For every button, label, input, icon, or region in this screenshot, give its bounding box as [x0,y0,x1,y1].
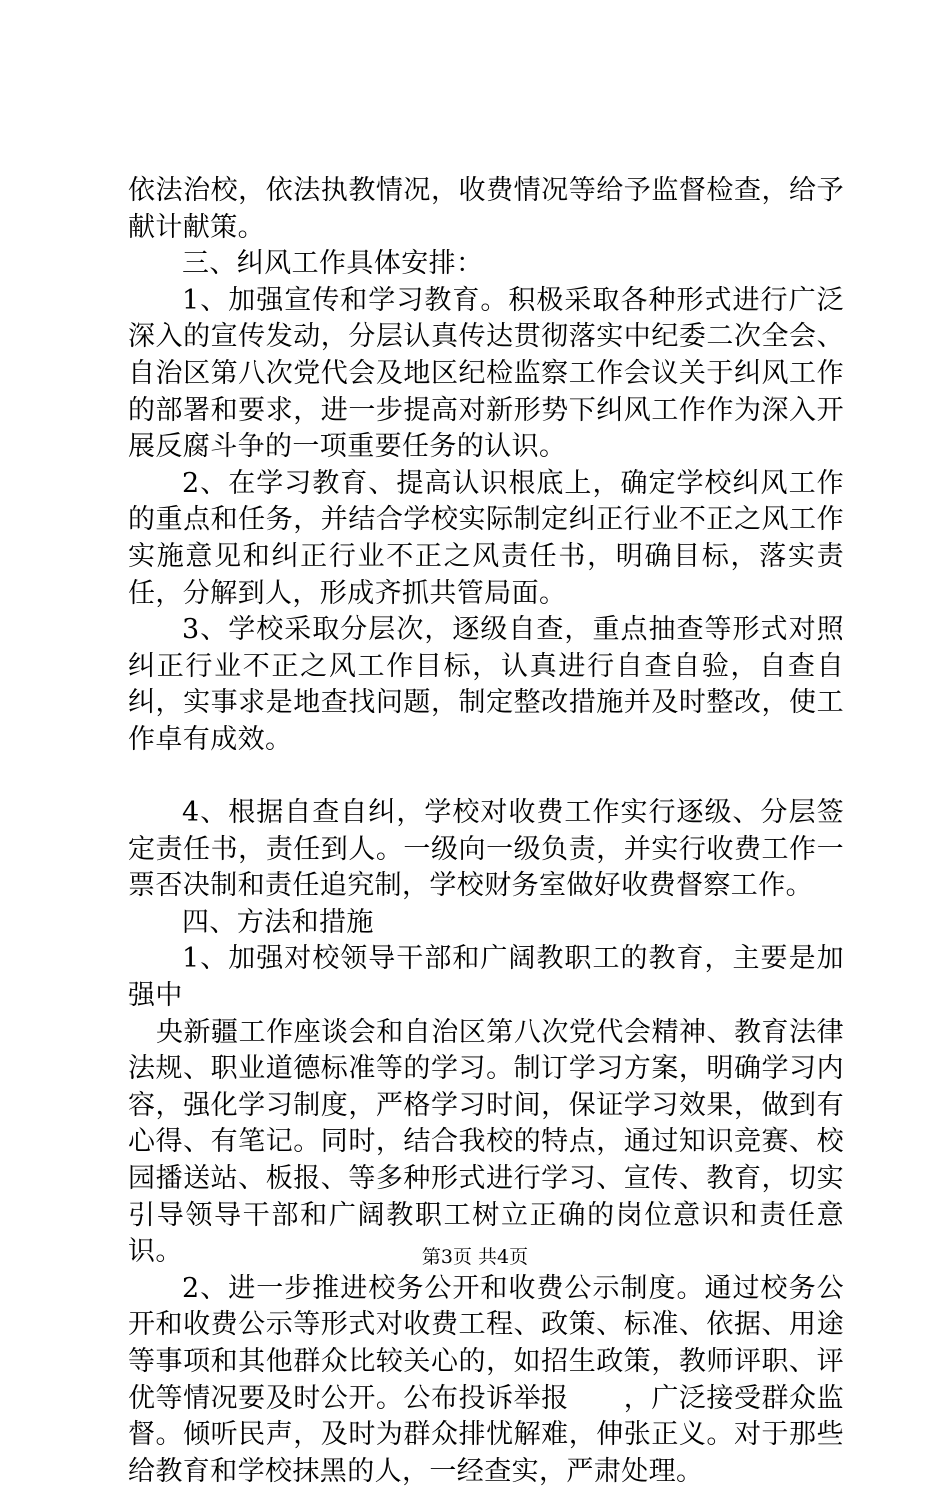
paragraph-3-1: 1、加强宣传和学习教育。积极采取各种形式进行广泛深入的宣传发动，分层认真传达贯彻落实中纪委二次全会、自治区第八次党代会及地区纪检监察工作会议关于纠风工作的部署和要求，进一步提高对新形势下纠风工作作为深入开展反腐斗争的一项重要任务的认识。 [128,284,844,463]
document-body [128,173,844,1490]
page-footer: 第3页 共4页 [421,1246,529,1268]
blank-line [128,759,844,796]
paragraph-4-1-first-line: 1、加强对校领导干部和广阔教职工的教育，主要是加强中 [128,943,844,1012]
paragraph-1: 依法治校，依法执教情况，收费情况等给予监督检查，给予献计献策。 [128,175,844,243]
paragraph-4-2: 2、进一步推进校务公开和收费公示制度。通过校务公开和收费公示等形式对收费工程、政策、标准、依据、用途等事项和其他群众比较关心的，如招生政策，教师评职、评优等情况要及时公开。公布投诉举报 ，广泛接受群众监督。倾听民声，及时为群众排忧解难，伸张正义。对于那些给教育和学校抹黑的人，一经查实，严肃处理。 [128,1272,844,1487]
paragraph-3-4: 4、根据自查自纠，学校对收费工作实行逐级、分层签定责任书，责任到人。一级向一级负责，并实行收费工作一票否决制和责任追究制，学校财务室做好收费督察工作。 [128,797,844,902]
paragraph-4-1-continued: 央新疆工作座谈会和自治区第八次党代会精神、教育法律法规、职业道德标准等的学习。制订学习方案，明确学习内容，强化学习制度，严格学习时间，保证学习效果，做到有心得、有笔记。同时，结合我校的特点，通过知识竞赛、校园播送站、板报、等多种形式进行学习、宣传、教育，切实引导领导干部和广阔教职工树立正确的岗位意识和责任意识。 [128,1016,844,1268]
paragraph-3-2: 2、在学习教育、提高认识根底上，确定学校纠风工作的重点和任务，并结合学校实际制定纠正行业不正之风工作实施意见和纠正行业不正之风责任书，明确目标，落实责任，分解到人，形成齐抓共管局面。 [128,467,844,609]
section-heading-3: 三、纠风工作具体安排： [182,248,484,280]
section-heading-4: 四、方法和措施 [182,906,374,938]
paragraph-3-3: 3、学校采取分层次，逐级自查，重点抽查等形式对照纠正行业不正之风工作目标，认真进行自查自验，自查自纠，实事求是地查找问题，制定整改措施并及时整改，使工作卓有成效。 [128,614,844,755]
